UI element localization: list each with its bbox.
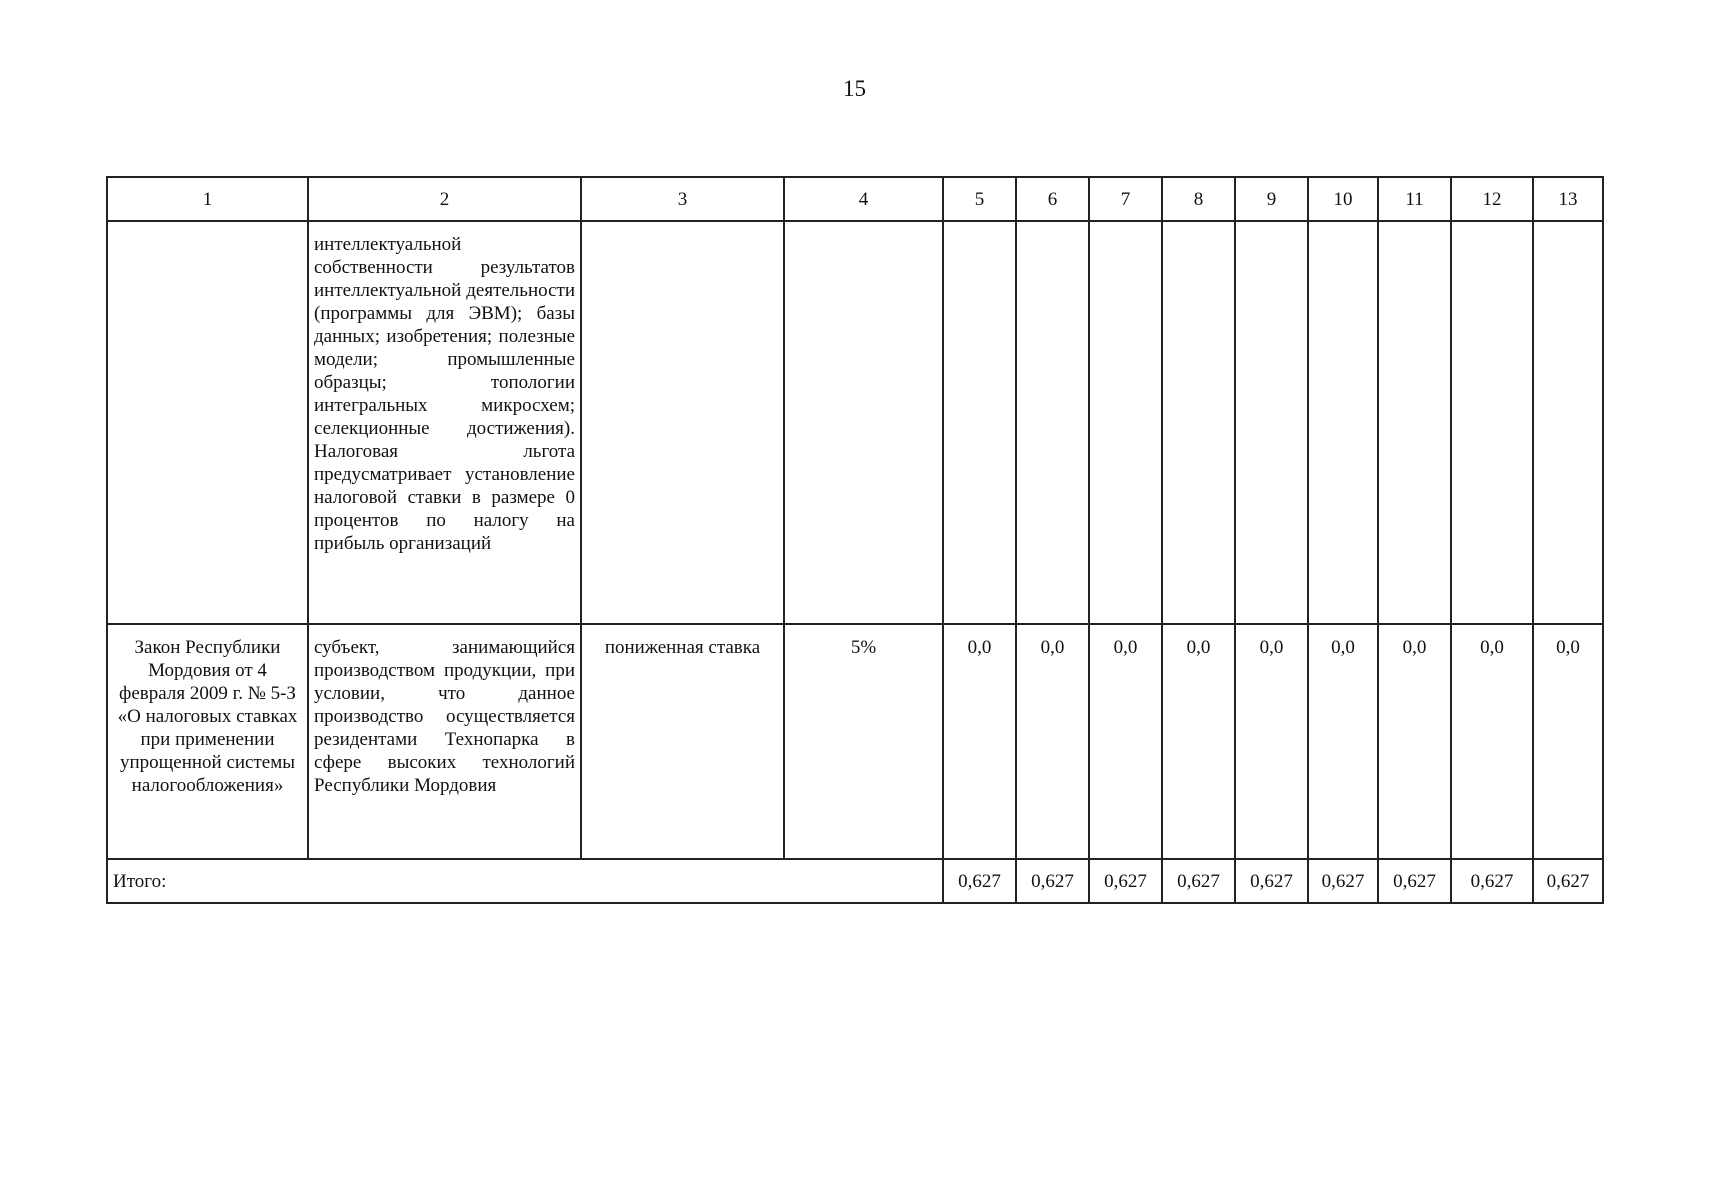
page-number: 15 — [843, 76, 866, 101]
value-cell: 0,0 — [943, 624, 1016, 859]
value-cell — [1378, 221, 1451, 624]
column-header: 13 — [1533, 177, 1603, 221]
total-value-cell: 0,627 — [1016, 859, 1089, 903]
column-header: 2 — [308, 177, 581, 221]
value-cell: 0,0 — [1308, 624, 1378, 859]
law-cell: Закон Республики Мордовия от 4 февраля 2009 г. № 5-З «О налоговых ставках при применении упрощенной системы налогообложения» — [107, 624, 308, 859]
column-header: 10 — [1308, 177, 1378, 221]
table-row — [107, 221, 1603, 624]
benefits-table — [106, 176, 1604, 904]
description-cell: интеллектуальной собственности результатов интеллектуальной деятельности (программы для ЭВМ); базы данных; изобретения; полезные модели; промышленные образцы; топологии интегральных микросхем; селекционные достижения). Налоговая льгота предусматривает установление налоговой ставки в размере 0 процентов по налогу на прибыль организаций — [308, 221, 581, 624]
value-cell — [1533, 221, 1603, 624]
value-cell — [1235, 221, 1308, 624]
value-cell: 0,0 — [1533, 624, 1603, 859]
column-header: 1 — [107, 177, 308, 221]
value-cell — [1162, 221, 1235, 624]
table-header-row — [107, 177, 1603, 221]
benefit-type-cell — [581, 221, 784, 624]
total-value-cell: 0,627 — [1533, 859, 1603, 903]
value-cell: 0,0 — [1378, 624, 1451, 859]
column-header: 8 — [1162, 177, 1235, 221]
value-cell: 0,0 — [1089, 624, 1162, 859]
total-row — [107, 859, 1603, 903]
total-label: Итого: — [107, 859, 943, 903]
value-cell — [1089, 221, 1162, 624]
total-value-cell: 0,627 — [1089, 859, 1162, 903]
total-value-cell: 0,627 — [1162, 859, 1235, 903]
description-cell: субъект, занимающийся производством продукции, при условии, что данное производство осуществляется резидентами Технопарка в сфере высоких технологий Республики Мордовия — [308, 624, 581, 859]
total-value-cell: 0,627 — [1451, 859, 1533, 903]
column-header: 4 — [784, 177, 943, 221]
value-cell — [1308, 221, 1378, 624]
column-header: 7 — [1089, 177, 1162, 221]
law-cell — [107, 221, 308, 624]
column-header: 6 — [1016, 177, 1089, 221]
value-cell — [1451, 221, 1533, 624]
value-cell: 0,0 — [1451, 624, 1533, 859]
rate-cell — [784, 221, 943, 624]
total-value-cell: 0,627 — [943, 859, 1016, 903]
column-header: 12 — [1451, 177, 1533, 221]
value-cell — [1016, 221, 1089, 624]
column-header: 9 — [1235, 177, 1308, 221]
total-value-cell: 0,627 — [1308, 859, 1378, 903]
total-value-cell: 0,627 — [1378, 859, 1451, 903]
total-value-cell: 0,627 — [1235, 859, 1308, 903]
rate-cell: 5% — [784, 624, 943, 859]
column-header: 11 — [1378, 177, 1451, 221]
value-cell: 0,0 — [1016, 624, 1089, 859]
value-cell: 0,0 — [1235, 624, 1308, 859]
column-header: 5 — [943, 177, 1016, 221]
benefit-type-cell: пониженная ставка — [581, 624, 784, 859]
value-cell — [943, 221, 1016, 624]
value-cell: 0,0 — [1162, 624, 1235, 859]
table-row — [107, 624, 1603, 859]
column-header: 3 — [581, 177, 784, 221]
